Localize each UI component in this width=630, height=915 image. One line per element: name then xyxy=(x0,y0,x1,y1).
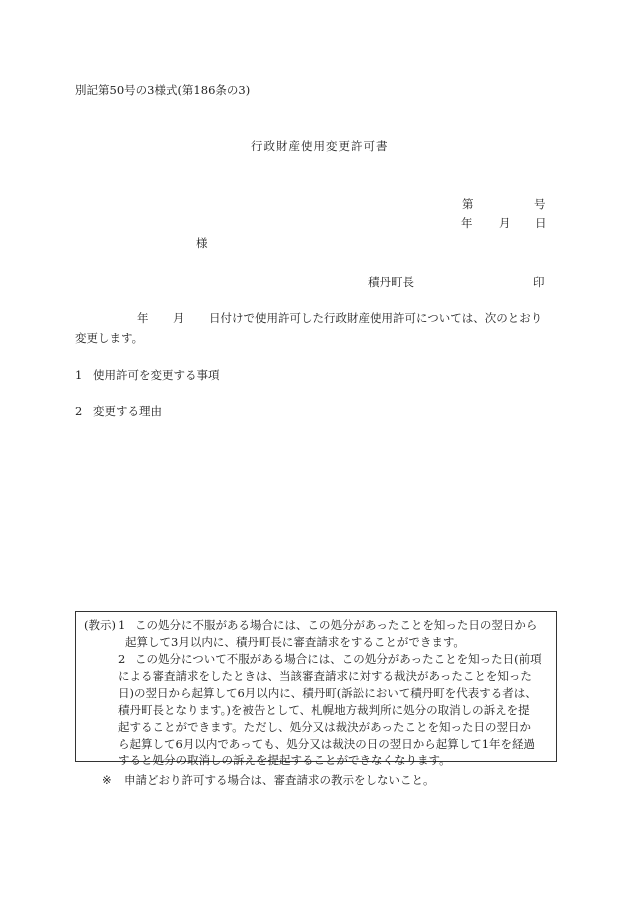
list-item xyxy=(75,406,162,418)
notice-line: すると処分の取消しの訴えを提起することができなくなります。 xyxy=(118,753,451,767)
reference-mark-icon: ※ xyxy=(102,773,112,787)
item-text: 使用許可を変更する事項 xyxy=(93,368,220,382)
date-year-label: 年 xyxy=(461,216,473,230)
notice-line: この処分について不服がある場合には、この処分があったことを知った日(前項 xyxy=(135,652,542,666)
seal-mark: 印 xyxy=(533,275,545,289)
footnote-text: 申請どおり許可する場合は、審査請求の教示をしないこと。 xyxy=(124,773,435,787)
notice-line: 日)の翌日から起算して6月以内に、積丹町(訴訟において積丹町を代表する者は、 xyxy=(118,686,537,700)
item-number: 1 xyxy=(75,368,83,382)
item-number: 2 xyxy=(75,404,83,418)
number-prefix: 第 xyxy=(462,197,474,211)
notice-line: この処分に不服がある場合には、この処分があったことを知った日の翌日から xyxy=(135,618,538,632)
appeal-notice-box xyxy=(75,611,557,767)
issuer-name: 積丹町長 xyxy=(368,275,414,289)
body-paragraph-line2: 変更します。 xyxy=(75,331,144,345)
document-title: 行政財産使用変更許可書 xyxy=(251,139,389,153)
form-number: 別記第50号の3様式(第186条の3) xyxy=(75,83,251,97)
addressee-honorific: 様 xyxy=(196,236,208,250)
list-item xyxy=(75,370,220,382)
body-month-label: 月 xyxy=(173,311,185,325)
date-day-label: 日 xyxy=(535,216,547,230)
notice-line: 起算して3月以内に、積丹町長に審査請求をすることができます。 xyxy=(125,635,465,649)
notice-line: ら起算して6月以内であっても、処分又は裁決の日の翌日から起算して1年を経過 xyxy=(118,737,536,751)
number-suffix: 号 xyxy=(534,197,546,211)
item-text: 変更する理由 xyxy=(93,404,162,418)
footnote xyxy=(102,775,435,787)
body-text: 日付けで使用許可した行政財産使用許可については、次のとおり xyxy=(209,311,543,325)
notice-line: 積丹町長となります。)を被告として、札幌地方裁判所に処分の取消しの訴えを提 xyxy=(118,703,530,717)
date-month-label: 月 xyxy=(499,216,511,230)
notice-item-number: 1 xyxy=(118,618,126,632)
body-year-label: 年 xyxy=(137,311,149,325)
notice-label: (教示) xyxy=(84,618,116,632)
notice-line: 起することができます。ただし、処分又は裁決があったことを知った日の翌日か xyxy=(118,720,531,734)
notice-line: による審査請求をしたときは、当該審査請求に対する裁決があったことを知った xyxy=(118,669,532,683)
notice-item-number: 2 xyxy=(118,652,126,666)
